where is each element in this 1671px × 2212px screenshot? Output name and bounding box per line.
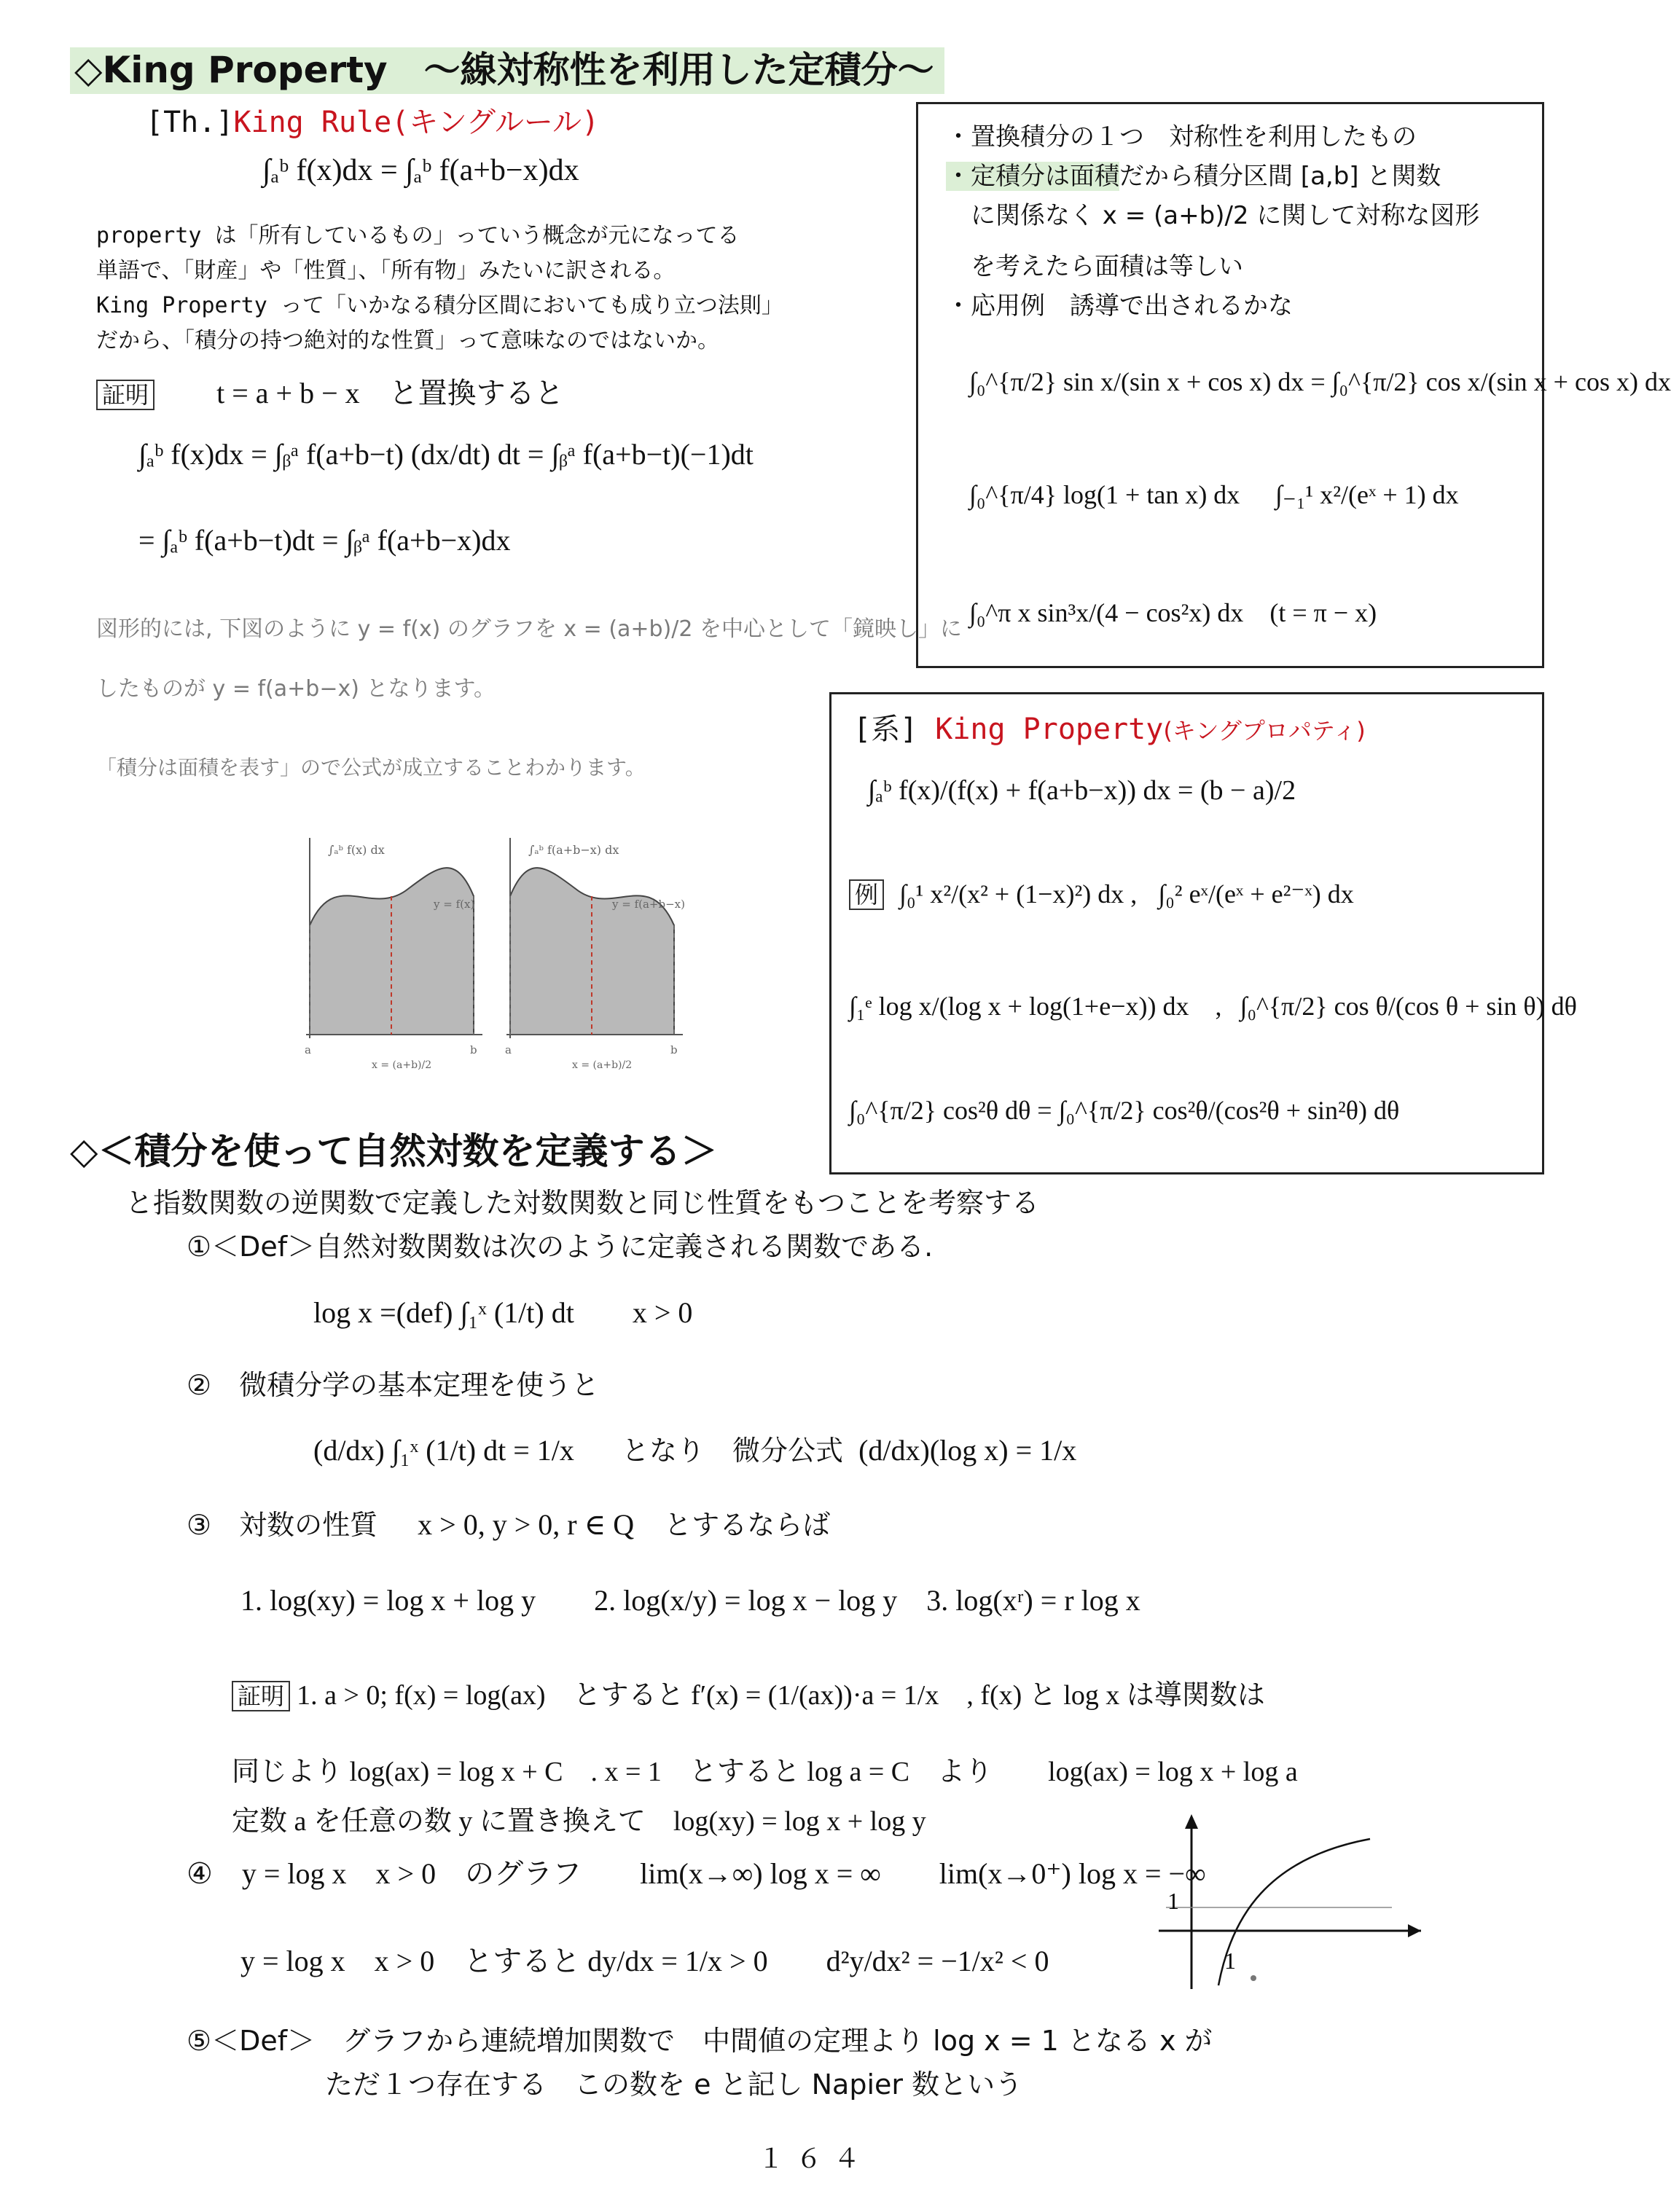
king-description <box>96 219 783 358</box>
note-line-1: ・置換積分の１つ 対称性を利用したもの <box>946 122 1417 152</box>
log-graph-label-x1: 1 <box>1224 1948 1236 1974</box>
graph-left-mid: x = (a+b)/2 <box>372 1059 432 1071</box>
proof-label: 証明 <box>96 380 154 410</box>
log-step-2-text: となり 微分公式 <box>621 1435 843 1467</box>
log-def-1-formula: log x =(def) ∫₁ˣ (1/t) dt x > 0 <box>313 1296 693 1329</box>
theorem-name: King Rule(キングルール) <box>233 106 600 139</box>
theorem-heading <box>146 99 599 141</box>
king-rule-graphs <box>291 816 707 1078</box>
corollary-label: [系] <box>853 713 918 746</box>
proof-line-1: ∫ₐᵇ f(x)dx = ∫ᵦᵃ f(a+b−t) (dx/dt) dt = ∫ᵦᵃ f(a+b−t)(−1)dt <box>138 438 754 471</box>
log-step-3-condition: x > 0, y > 0, r ∈ Q <box>418 1508 635 1541</box>
log-graph <box>1151 1807 1428 1996</box>
corollary-example-label: 例 <box>849 879 884 910</box>
graph-right-b: b <box>670 1043 678 1056</box>
corollary-name-jp: (キングプロパティ) <box>1163 717 1366 745</box>
corollary-name: King Property <box>935 713 1164 746</box>
note-example-2b: ∫₋₁¹ x²/(eˣ + 1) dx <box>1275 480 1459 509</box>
graph-left-b: b <box>470 1043 477 1056</box>
graph-left-a: a <box>305 1043 311 1056</box>
log-proof-line-2: 同じより log(ax) = log x + C . x = 1 とすると log a = C より log(ax) = log x + log a <box>232 1757 1298 1787</box>
corollary-heading <box>853 706 1366 748</box>
proof-intro <box>96 370 564 412</box>
note-line-2: ・定積分は面積だから積分区間 [a,b] と関数 <box>946 162 1441 191</box>
log-step-2-formula-2: (d/dx)(log x) = 1/x <box>858 1434 1077 1467</box>
graph-left <box>305 838 482 1071</box>
log-graph-label-y1: 1 <box>1167 1888 1179 1914</box>
corollary-example-2a: ∫₁ᵉ log x/(log x + log(1+e−x)) dx , <box>849 992 1222 1021</box>
log-step-4: ④ y = log x x > 0 のグラフ lim(x→∞) log x = ∞ lim(x→0⁺) log x = −∞ <box>187 1857 1206 1890</box>
log-def-1: ①＜Def＞自然対数関数は次のように定義される関数である. <box>187 1231 934 1263</box>
proof-line-2: = ∫ₐᵇ f(a+b−t)dt = ∫ᵦᵃ f(a+b−x)dx <box>138 524 511 557</box>
corollary-example-3: ∫₀^{π/2} cos²θ dθ = ∫₀^{π/2} cos²θ/(cos²θ + sin²θ) dθ <box>849 1096 1400 1125</box>
graph-right <box>505 838 685 1071</box>
note-example-3: ∫₀^π x sin³x/(4 − cos²x) dx (t = π − x) <box>969 598 1377 627</box>
graph-right-mid: x = (a+b)/2 <box>572 1059 633 1071</box>
king-section-title: ◇King Property ～線対称性を利用した定積分～ <box>70 47 944 94</box>
log-intro: と指数関数の逆関数で定義した対数関数と同じ性質をもつことを考察する <box>125 1187 1040 1219</box>
graph-right-title: ∫ₐᵇ f(a+b−x) dx <box>528 843 619 857</box>
desc-line: property は「所有しているもの」っていう概念が元になってる <box>96 223 740 248</box>
graph-right-curve-label: y = f(a+b−x) <box>612 898 685 911</box>
figure-text-3: 「積分は面積を表す」ので公式が成立することわかります。 <box>96 756 646 780</box>
log-step-2: ② 微積分学の基本定理を使うと <box>187 1369 600 1401</box>
theorem-label: [Th.] <box>146 106 234 139</box>
log-step-3-row <box>187 1502 830 1542</box>
corollary-example-row-2 <box>849 986 1577 1023</box>
log-step-3: ③ 対数の性質 <box>187 1509 378 1541</box>
log-step-3-text: とするならば <box>664 1509 831 1541</box>
desc-line: だから、「積分の持つ絶対的な性質」って意味なのではないか。 <box>96 328 719 353</box>
note-box <box>916 102 1671 668</box>
log-proof-label: 証明 <box>232 1681 290 1711</box>
graph-left-title: ∫ₐᵇ f(x) dx <box>328 843 385 857</box>
corollary-example-2b: ∫₀^{π/2} cos θ/(cos θ + sin θ) dθ <box>1240 992 1577 1021</box>
log-step-5b: ただ１つ存在する この数を e と記し Napier 数という <box>325 2068 1023 2101</box>
log-step-2-formula: (d/dx) ∫₁ˣ (1/t) dt = 1/x <box>313 1434 574 1467</box>
theorem-formula: ∫ₐᵇ f(x)dx = ∫ₐᵇ f(a+b−x)dx <box>262 154 579 187</box>
page-number: １６４ <box>758 2144 872 2174</box>
corollary-box <box>829 692 1577 1174</box>
note-example-1: ∫₀^{π/2} sin x/(sin x + cos x) dx = ∫₀^{π/2} cos x/(sin x + cos x) dx <box>969 367 1671 396</box>
note-example-2a: ∫₀^{π/4} log(1 + tan x) dx <box>969 480 1240 509</box>
log-proof-line-1: 1. a > 0; f(x) = log(ax) とすると f′(x) = (1/(ax))·a = 1/x , f(x) と log x は導関数は <box>297 1680 1265 1711</box>
log-step-4b: y = log x x > 0 とすると dy/dx = 1/x > 0 d²y/dx² = −1/x² < 0 <box>240 1945 1049 1977</box>
note-line-5: ・応用例 誘導で出されるかな <box>946 291 1293 321</box>
graph-right-a: a <box>505 1043 512 1056</box>
desc-line: King Property って「いかなる積分区間においても成り立つ法則」 <box>96 293 783 318</box>
log-proof-row-1 <box>232 1672 1265 1712</box>
log-section-title: ◇＜積分を使って自然対数を定義する＞ <box>70 1130 718 1172</box>
log-step-5a: ⑤＜Def＞ グラフから連続増加関数で 中間値の定理より log x = 1 となる x が <box>187 2025 1213 2057</box>
log-properties: 1. log(xy) = log x + log y 2. log(x/y) = log x − log y 3. log(xʳ) = r log x <box>240 1584 1140 1617</box>
desc-line: 単語で、「財産」や「性質」、「所有物」みたいに訳される。 <box>96 258 676 283</box>
corollary-example-row-1 <box>849 876 1354 910</box>
note-line-3: に関係なく x = (a+b)/2 に関して対称な図形 <box>971 201 1480 230</box>
log-step-2-row <box>313 1428 1076 1468</box>
log-proof-line-3: 定数 a を任意の数 y に置き換えて log(xy) = log x + log y <box>232 1806 926 1837</box>
note-line-4: を考えたら面積は等しい <box>971 252 1243 281</box>
note-highlight: ・定積分は面積 <box>946 162 1119 191</box>
proof-substitution: t = a + b − x と置換すると <box>216 377 564 409</box>
corollary-example-1b: ∫₀² eˣ/(eˣ + e²⁻ˣ) dx <box>1158 879 1354 909</box>
figure-text-2: したものが y = f(a+b−x) となります。 <box>96 676 496 702</box>
corollary-example-1a: ∫₀¹ x²/(x² + (1−x)²) dx , <box>899 879 1138 909</box>
figure-text-1: 図形的には, 下図のように y = f(x) のグラフを x = (a+b)/2 を中心として「鏡映し」に <box>96 616 963 642</box>
corollary-formula: ∫ₐᵇ f(x)/(f(x) + f(a+b−x)) dx = (b − a)/2 <box>868 775 1296 806</box>
graph-left-curve-label: y = f(x) <box>434 898 475 911</box>
